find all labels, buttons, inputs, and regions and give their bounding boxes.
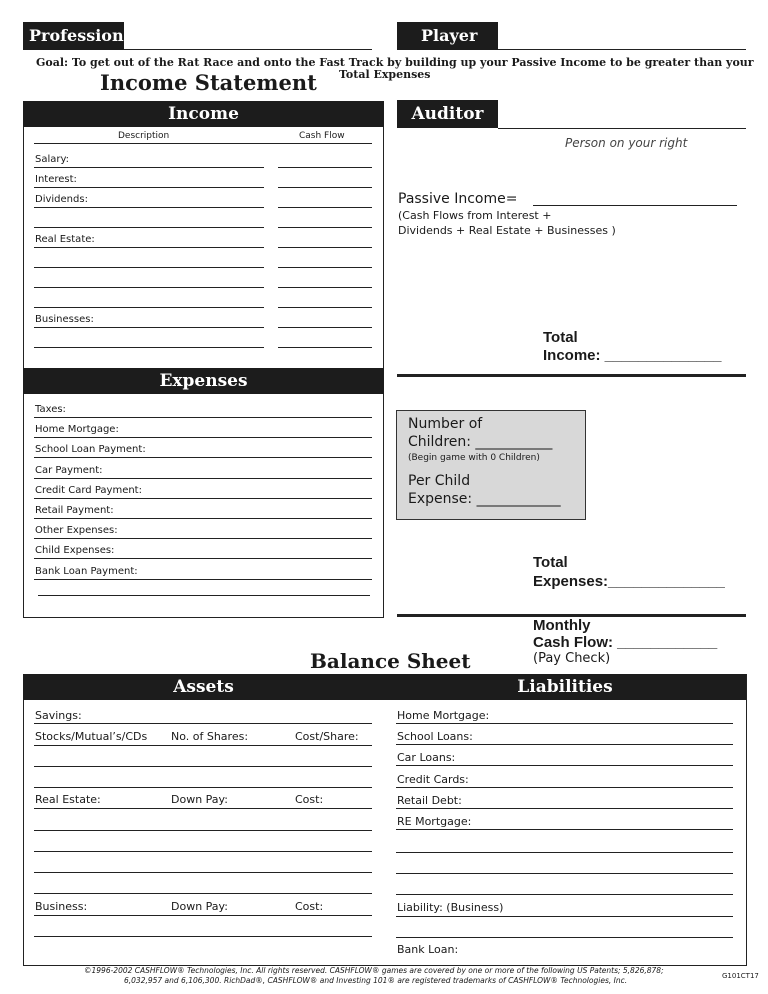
liability-row-label: Credit Cards: bbox=[397, 772, 469, 786]
pay-check: (Pay Check) bbox=[533, 651, 611, 666]
income-row-label: Real Estate: bbox=[35, 234, 95, 245]
income-row-label: Businesses: bbox=[35, 314, 94, 325]
liability-row-line[interactable] bbox=[396, 765, 733, 766]
player-line[interactable] bbox=[498, 49, 746, 50]
liability-row-line[interactable] bbox=[396, 808, 733, 809]
player-label: Player bbox=[397, 22, 498, 50]
income-cashflow-line[interactable] bbox=[278, 327, 372, 328]
stocks-label: Stocks/Mutual’s/CDs bbox=[35, 730, 148, 743]
liability-row-label: Retail Debt: bbox=[397, 793, 462, 807]
liability-row-line[interactable] bbox=[396, 829, 733, 830]
expense-row-label: School Loan Payment: bbox=[35, 444, 146, 456]
expense-row-line[interactable] bbox=[34, 457, 372, 458]
liability-line[interactable] bbox=[396, 852, 733, 853]
expense-row-label: Home Mortgage: bbox=[35, 424, 119, 436]
real-estate-label: Real Estate: bbox=[35, 793, 101, 806]
re-line[interactable] bbox=[34, 851, 372, 852]
income-row-label: Interest: bbox=[35, 174, 77, 185]
expense-row-label: Other Expenses: bbox=[35, 525, 118, 537]
total-income-1: Total bbox=[543, 329, 578, 346]
expense-row-label: Retail Payment: bbox=[35, 505, 114, 516]
passive-income-line[interactable] bbox=[533, 205, 737, 206]
col-description: Description bbox=[118, 131, 170, 141]
expense-extra-line[interactable] bbox=[38, 595, 370, 596]
liability-row-line[interactable] bbox=[396, 744, 733, 745]
goal-text: Goal: To get out of the Rat Race and onto the Fast Track by building up your Passive Income to be greater than your bbox=[36, 56, 754, 69]
auditor-line[interactable] bbox=[498, 128, 746, 129]
savings-line[interactable] bbox=[34, 723, 372, 724]
expense-row-line[interactable] bbox=[34, 579, 372, 580]
stocks-line[interactable] bbox=[34, 745, 372, 746]
stocks-line[interactable] bbox=[34, 787, 372, 788]
business-label: Business: bbox=[35, 900, 88, 913]
income-row-label: Salary: bbox=[35, 154, 70, 165]
income-row-line[interactable] bbox=[34, 287, 264, 288]
expense-row-label: Bank Loan Payment: bbox=[35, 565, 138, 577]
profession-line[interactable] bbox=[124, 49, 372, 50]
re-line[interactable] bbox=[34, 893, 372, 894]
income-header: Income bbox=[23, 101, 384, 127]
bus-down-pay-label: Down Pay: bbox=[171, 900, 228, 913]
liabilities-header: Liabilities bbox=[384, 674, 746, 700]
income-row-line[interactable] bbox=[34, 187, 264, 188]
children-label-2[interactable]: Children: ___________ bbox=[408, 434, 553, 450]
per-child-2[interactable]: Expense: ____________ bbox=[408, 491, 561, 507]
shares-label: No. of Shares: bbox=[171, 730, 249, 743]
monthly-cashflow-2[interactable]: Cash Flow: ____________ bbox=[533, 634, 718, 651]
re-down-pay-label: Down Pay: bbox=[171, 793, 228, 806]
liability-row-line[interactable] bbox=[396, 723, 733, 724]
liability-row-label: Home Mortgage: bbox=[397, 709, 490, 722]
re-line[interactable] bbox=[34, 808, 372, 809]
passive-note-2: Dividends + Real Estate + Businesses ) bbox=[398, 224, 616, 237]
income-cashflow-line[interactable] bbox=[278, 347, 372, 348]
income-row-line[interactable] bbox=[34, 347, 264, 348]
auditor-person: Person on your right bbox=[565, 136, 688, 150]
expense-row-label: Car Payment: bbox=[35, 464, 103, 476]
income-cashflow-line[interactable] bbox=[278, 287, 372, 288]
cost-share-label: Cost/Share: bbox=[295, 730, 359, 743]
profession-label: Profession bbox=[23, 22, 124, 50]
liability-line[interactable] bbox=[396, 894, 733, 895]
per-child-1: Per Child bbox=[408, 473, 471, 489]
income-cashflow-line[interactable] bbox=[278, 267, 372, 268]
income-row-label: Dividends: bbox=[35, 194, 88, 205]
income-cashflow-line[interactable] bbox=[278, 247, 372, 248]
total-expenses-1: Total bbox=[533, 554, 568, 571]
expense-row-line[interactable] bbox=[34, 518, 372, 519]
auditor-divider bbox=[397, 374, 746, 377]
bank-loan-label: Bank Loan: bbox=[397, 943, 459, 956]
income-cashflow-line[interactable] bbox=[278, 187, 372, 188]
liability-line[interactable] bbox=[396, 937, 733, 938]
business-line[interactable] bbox=[34, 936, 372, 937]
liability-row-label: RE Mortgage: bbox=[397, 815, 472, 828]
expense-row-label: Credit Card Payment: bbox=[35, 484, 142, 496]
liability-line[interactable] bbox=[396, 873, 733, 874]
goal-text-2: Total Expenses bbox=[339, 68, 431, 81]
monthly-cashflow-1: Monthly bbox=[533, 617, 591, 634]
children-label-1: Number of bbox=[408, 416, 483, 432]
liability-business-line[interactable] bbox=[396, 916, 733, 917]
income-cashflow-line[interactable] bbox=[278, 307, 372, 308]
col-divider bbox=[34, 143, 372, 144]
expense-row-line[interactable] bbox=[34, 437, 372, 438]
business-line[interactable] bbox=[34, 915, 372, 916]
income-row-line[interactable] bbox=[34, 167, 264, 168]
expense-row-line[interactable] bbox=[34, 478, 372, 479]
re-line[interactable] bbox=[34, 830, 372, 831]
expenses-header: Expenses bbox=[23, 368, 384, 394]
re-line[interactable] bbox=[34, 872, 372, 873]
income-cashflow-line[interactable] bbox=[278, 227, 372, 228]
expense-row-line[interactable] bbox=[34, 417, 372, 418]
expense-row-line[interactable] bbox=[34, 558, 372, 559]
form-code: G101CT17 bbox=[722, 972, 759, 980]
income-row-line[interactable] bbox=[34, 207, 264, 208]
savings-label: Savings: bbox=[35, 709, 82, 722]
income-statement-title: Income Statement bbox=[100, 70, 317, 95]
expense-row-line[interactable] bbox=[34, 498, 372, 499]
total-expenses-2[interactable]: Expenses:______________ bbox=[533, 573, 725, 590]
income-row-line[interactable] bbox=[34, 247, 264, 248]
bus-cost-label: Cost: bbox=[295, 900, 324, 913]
re-cost-label: Cost: bbox=[295, 793, 324, 806]
income-row-line[interactable] bbox=[34, 267, 264, 268]
auditor-header: Auditor bbox=[397, 100, 498, 128]
liability-row-label: School Loans: bbox=[397, 730, 473, 744]
col-cash-flow: Cash Flow bbox=[299, 131, 345, 141]
expense-row-line[interactable] bbox=[34, 538, 372, 539]
income-cashflow-line[interactable] bbox=[278, 167, 372, 168]
balance-section bbox=[23, 674, 747, 966]
income-cashflow-line[interactable] bbox=[278, 207, 372, 208]
assets-header: Assets bbox=[23, 674, 384, 700]
passive-note-1: (Cash Flows from Interest + bbox=[398, 209, 552, 222]
liability-business-label: Liability: (Business) bbox=[397, 901, 504, 914]
balance-sheet-title: Balance Sheet bbox=[310, 649, 471, 673]
liability-row-line[interactable] bbox=[396, 787, 733, 788]
stocks-line[interactable] bbox=[34, 766, 372, 767]
footer-line-2: 6,032,957 and 6,106,300. RichDad®, CASHFLOW® and Investing 101® are registered trademarks of CASHFLOW® Technologies, Inc. bbox=[124, 976, 628, 985]
passive-income-label: Passive Income= bbox=[398, 191, 518, 207]
children-note: (Begin game with 0 Children) bbox=[408, 453, 540, 463]
footer-line-1: ©1996-2002 CASHFLOW® Technologies, Inc. All rights reserved. CASHFLOW® games are covered by one or more of the following US Patents; 5,826,878; bbox=[84, 966, 664, 975]
expense-row-label: Taxes: bbox=[35, 404, 66, 415]
income-row-line[interactable] bbox=[34, 227, 264, 228]
income-row-line[interactable] bbox=[34, 307, 264, 308]
expense-row-label: Child Expenses: bbox=[35, 545, 115, 557]
total-income-2[interactable]: Income: ______________ bbox=[543, 347, 722, 364]
income-row-line[interactable] bbox=[34, 327, 264, 328]
liability-row-label: Car Loans: bbox=[397, 751, 456, 765]
